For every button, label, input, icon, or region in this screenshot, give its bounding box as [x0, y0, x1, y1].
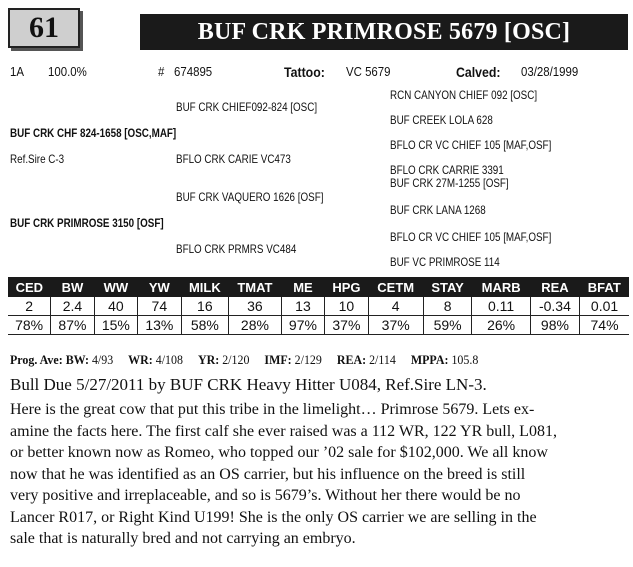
calved-value: 03/28/1999: [521, 64, 579, 79]
epd-accuracy: 78%: [8, 316, 51, 335]
epd-header: ME: [281, 277, 324, 297]
pedigree-dss: BUF CRK 27M-1255 [OSF]: [390, 176, 509, 190]
prog-rea-value: 2/114: [369, 352, 396, 367]
epd-value: 2.4: [51, 297, 94, 316]
epd-accuracy: 58%: [181, 316, 229, 335]
epd-header: STAY: [423, 277, 472, 297]
pedigree-ref-sire: Ref.Sire C-3: [10, 152, 65, 166]
pedigree-dds: BFLO CR VC CHIEF 105 [MAF,OSF]: [390, 230, 552, 244]
epd-value: 0.11: [472, 297, 530, 316]
description-line: amine the facts here. The first calf she ever raised was a 112 WR, 122 YR bull, L081,: [10, 422, 557, 440]
pedigree-sss: RCN CANYON CHIEF 092 [OSC]: [390, 88, 538, 102]
description-line: sale that is naturally bred and not carrying an embryo.: [10, 530, 356, 547]
epd-header: MARB: [472, 277, 530, 297]
prog-bw-label: Prog. Ave: BW:: [10, 352, 89, 367]
epd-accuracy: 97%: [281, 316, 324, 335]
epd-accuracy-row: [8, 316, 629, 335]
tattoo-label: Tattoo:: [284, 64, 325, 80]
lot-number: 61: [8, 8, 80, 48]
prog-imf-value: 2/129: [294, 352, 322, 367]
epd-header-row: [8, 277, 629, 297]
animal-title: BUF CRK PRIMROSE 5679 [OSC]: [140, 14, 628, 50]
description: [10, 399, 630, 550]
pedigree-ddd: BUF VC PRIMROSE 114: [390, 255, 500, 269]
epd-header: CED: [8, 277, 51, 297]
epd-accuracy: 26%: [472, 316, 530, 335]
description-line: now that he was identified as an OS carrier, but his influence on the breed is still: [10, 465, 526, 483]
pedigree-sire-sire: BUF CRK CHIEF092-824 [OSC]: [176, 100, 318, 114]
tattoo-value: VC 5679: [346, 64, 391, 79]
epd-value: 8: [423, 297, 472, 316]
description-line: very positive and irreplaceable, and so is 5679’s. Without her there would be no: [10, 487, 521, 504]
epd-value: 36: [229, 297, 282, 316]
epd-header: BW: [51, 277, 94, 297]
epd-value: -0.34: [530, 297, 579, 316]
pedigree-dam-sire: BUF CRK VAQUERO 1626 [OSF]: [176, 190, 324, 204]
description-line: Here is the great cow that put this tribe in the limelight… Primrose 5679. Lets ex-: [10, 401, 535, 418]
epd-accuracy: 87%: [51, 316, 94, 335]
epd-table: [8, 277, 629, 335]
epd-header: TMAT: [229, 277, 282, 297]
epd-value: 10: [325, 297, 368, 316]
epd-header: BFAT: [580, 277, 629, 297]
epd-value: 40: [94, 297, 137, 316]
prog-yr-value: 2/120: [222, 352, 250, 367]
progeny-averages: [10, 352, 478, 368]
pedigree-dsd: BUF CRK LANA 1268: [390, 203, 486, 217]
calved-label: Calved:: [456, 64, 501, 80]
prog-wr-value: 4/108: [155, 352, 184, 367]
epd-value: 2: [8, 297, 51, 316]
pedigree-sire: BUF CRK CHF 824-1658 [OSC,MAF]: [10, 126, 177, 140]
epd-header: WW: [94, 277, 137, 297]
epd-header: YW: [138, 277, 181, 297]
epd-accuracy: 28%: [229, 316, 282, 335]
description-line: Lancer R017, or Right Kind U199! She is the only OS carrier we are selling in the: [10, 508, 537, 526]
pedigree-sire-dam: BFLO CRK CARIE VC473: [176, 152, 291, 166]
epd-accuracy: 37%: [368, 316, 423, 335]
epd-value: 0.01: [580, 297, 629, 316]
prog-imf-label: IMF:: [264, 352, 292, 367]
prog-mppa-label: MPPA:: [410, 352, 449, 367]
pedigree-sds: BFLO CR VC CHIEF 105 [MAF,OSF]: [390, 138, 552, 152]
pedigree-dam-dam: BFLO CRK PRMRS VC484: [176, 242, 297, 256]
prog-wr-label: WR:: [128, 352, 153, 367]
reg-number: 674895: [174, 64, 213, 79]
prog-mppa-value: 105.8: [451, 352, 479, 367]
pedigree-ssd: BUF CREEK LOLA 628: [390, 113, 493, 127]
headline: Bull Due 5/27/2011 by BUF CRK Heavy Hitter U084, Ref.Sire LN-3.: [10, 375, 487, 394]
epd-header: REA: [530, 277, 579, 297]
description-line: or better known now as Romeo, who topped our ’02 sale for $102,000. We all know: [10, 444, 548, 461]
prog-bw-value: 4/93: [91, 352, 114, 367]
epd-accuracy: 37%: [325, 316, 368, 335]
epd-value: 13: [281, 297, 324, 316]
epd-header: HPG: [325, 277, 368, 297]
epd-value: 4: [368, 297, 423, 316]
reg-label: #: [158, 64, 165, 79]
pedigree-sdd: BFLO CRK CARRIE 3391: [390, 163, 504, 177]
prog-yr-label: YR:: [197, 352, 220, 367]
epd-accuracy: 59%: [423, 316, 472, 335]
epd-header: CETM: [368, 277, 423, 297]
epd-accuracy: 13%: [138, 316, 181, 335]
pedigree-dam: BUF CRK PRIMROSE 3150 [OSF]: [10, 216, 164, 230]
info-code: 1A: [10, 64, 24, 79]
epd-header: MILK: [181, 277, 229, 297]
prog-rea-label: REA:: [336, 352, 367, 367]
epd-accuracy: 15%: [94, 316, 137, 335]
epd-value: 16: [181, 297, 229, 316]
epd-accuracy: 74%: [580, 316, 629, 335]
epd-accuracy: 98%: [530, 316, 579, 335]
info-percent: 100.0%: [48, 64, 87, 79]
epd-values-row: [8, 297, 629, 316]
epd-value: 74: [138, 297, 181, 316]
